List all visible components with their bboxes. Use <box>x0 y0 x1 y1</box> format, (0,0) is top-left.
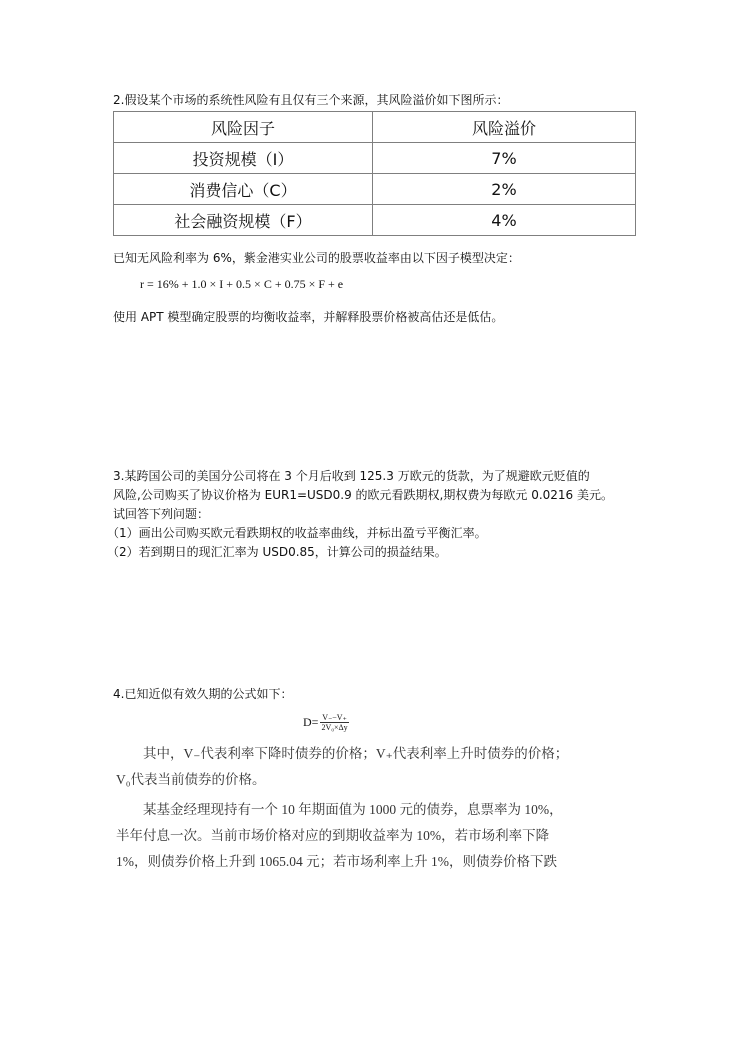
scan-line-3: 某基金经理现持有一个 10 年期面值为 1000 元的债券，息票率为 10%， <box>143 802 563 817</box>
q2-risk-free-line: 已知无风险利率为 6%，紫金港实业公司的股票收益率由以下因子模型决定： <box>113 251 520 265</box>
q4-line-1: 4.已知近似有效久期的公式如下： <box>113 687 293 701</box>
premium-cell: 2% <box>373 174 636 205</box>
q3-item-1: （1）画出公司购买欧元看跌期权的收益率曲线，并标出盈亏平衡汇率。 <box>107 526 487 540</box>
factor-cell: 投资规模（I） <box>114 143 373 174</box>
table-header-row <box>114 112 636 143</box>
header-premium: 风险溢价 <box>373 112 636 143</box>
formula-lhs: D= <box>303 715 319 729</box>
header-factor: 风险因子 <box>114 112 373 143</box>
formula-numerator: V₋−V₊ <box>322 713 347 722</box>
q3-line-2: 风险,公司购买了协议价格为 EUR1=USD0.9 的欧元看跌期权,期权费为每欧元 0.0216 美元。 <box>113 488 613 502</box>
table-row <box>114 205 636 236</box>
table-row <box>114 174 636 205</box>
formula-denominator: 2V₀×Δy <box>321 723 348 732</box>
risk-premium-table <box>113 111 636 236</box>
q3-item-2: （2）若到期日的现汇汇率为 USD0.85，计算公司的损益结果。 <box>107 545 447 559</box>
premium-cell: 4% <box>373 205 636 236</box>
q3-line-1: 3.某跨国公司的美国分公司将在 3 个月后收到 125.3 万欧元的货款，为了规避欧元贬值的 <box>113 469 590 483</box>
scan-line-4: 半年付息一次。当前市场价格对应的到期收益率为 10%，若市场利率下降 <box>116 828 550 843</box>
table-row <box>114 143 636 174</box>
factor-model-formula: r = 16% + 1.0 × I + 0.5 × C + 0.75 × F + e <box>140 277 344 291</box>
factor-cell: 社会融资规模（F） <box>114 205 373 236</box>
factor-cell: 消费信心（C） <box>114 174 373 205</box>
q2-intro: 2.假设某个市场的系统性风险有且仅有三个来源，其风险溢价如下图所示： <box>113 93 509 107</box>
q3-line-3: 试回答下列问题： <box>113 507 210 521</box>
scan-line-5: 1%，则债券价格上升到 1065.04 元；若市场利率上升 1%，则债券价格下跌 <box>116 854 557 869</box>
duration-formula <box>303 713 350 732</box>
premium-cell: 7% <box>373 143 636 174</box>
q2-question: 使用 APT 模型确定股票的均衡收益率，并解释股票价格被高估还是低估。 <box>113 310 504 324</box>
scan-line-1: 其中，V₋代表利率下降时债券的价格；V₊代表利率上升时债券的价格； <box>143 746 569 761</box>
scan-line-2: V₀代表当前债券的价格。 <box>116 772 266 787</box>
